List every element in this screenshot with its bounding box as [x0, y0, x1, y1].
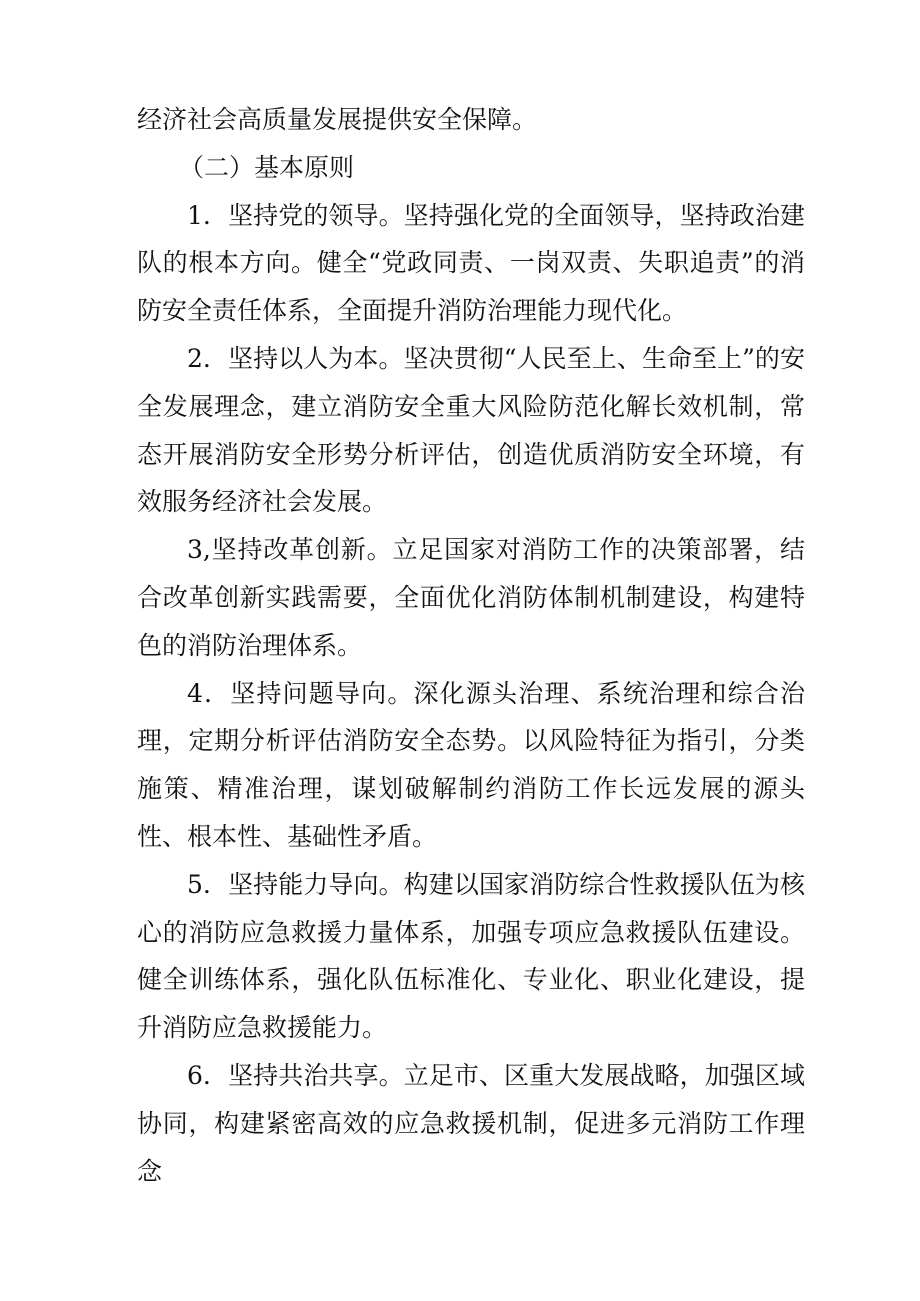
principle-paragraph-4: 4．坚持问题导向。深化源头治理、系统治理和综合治理，定期分析评估消防安全态势。以风险特征为指引，分类施策、精准治理，谋划破解制约消防工作长远发展的源头性、根本性、基础性矛盾。	[137, 678, 805, 851]
document-body	[137, 96, 805, 1195]
principle-paragraph-2: 2．坚持以人为本。坚决贯彻“人民至上、生命至上”的安全发展理念，建立消防安全重大风险防范化解长效机制，常态开展消防安全形势分析评估，创造优质消防安全环境，有效服务经济社会发展。	[137, 343, 805, 517]
principle-paragraph-5: 5．坚持能力导向。构建以国家消防综合性救援队伍为核心的消防应急救援力量体系，加强专项应急救援队伍建设。健全训练体系，强化队伍标准化、专业化、职业化建设，提升消防应急救援能力。	[137, 869, 805, 1043]
principle-paragraph-3: 3,坚持改革创新。立足国家对消防工作的决策部署，结合改革创新实践需要，全面优化消防体制机制建设，构建特色的消防治理体系。	[137, 535, 805, 660]
principle-paragraph-1: 1．坚持党的领导。坚持强化党的全面领导，坚持政治建队的根本方向。健全“党政同责、一岗双责、失职追责”的消防安全责任体系，全面提升消防治理能力现代化。	[137, 200, 805, 326]
lead-line: 经济社会高质量发展提供安全保障。	[137, 105, 538, 134]
principle-paragraph-6: 6．坚持共治共享。立足市、区重大发展战略，加强区域协同，构建紧密高效的应急救援机制，促进多元消防工作理念	[137, 1060, 805, 1186]
section-heading: （二）基本原则	[179, 152, 355, 182]
